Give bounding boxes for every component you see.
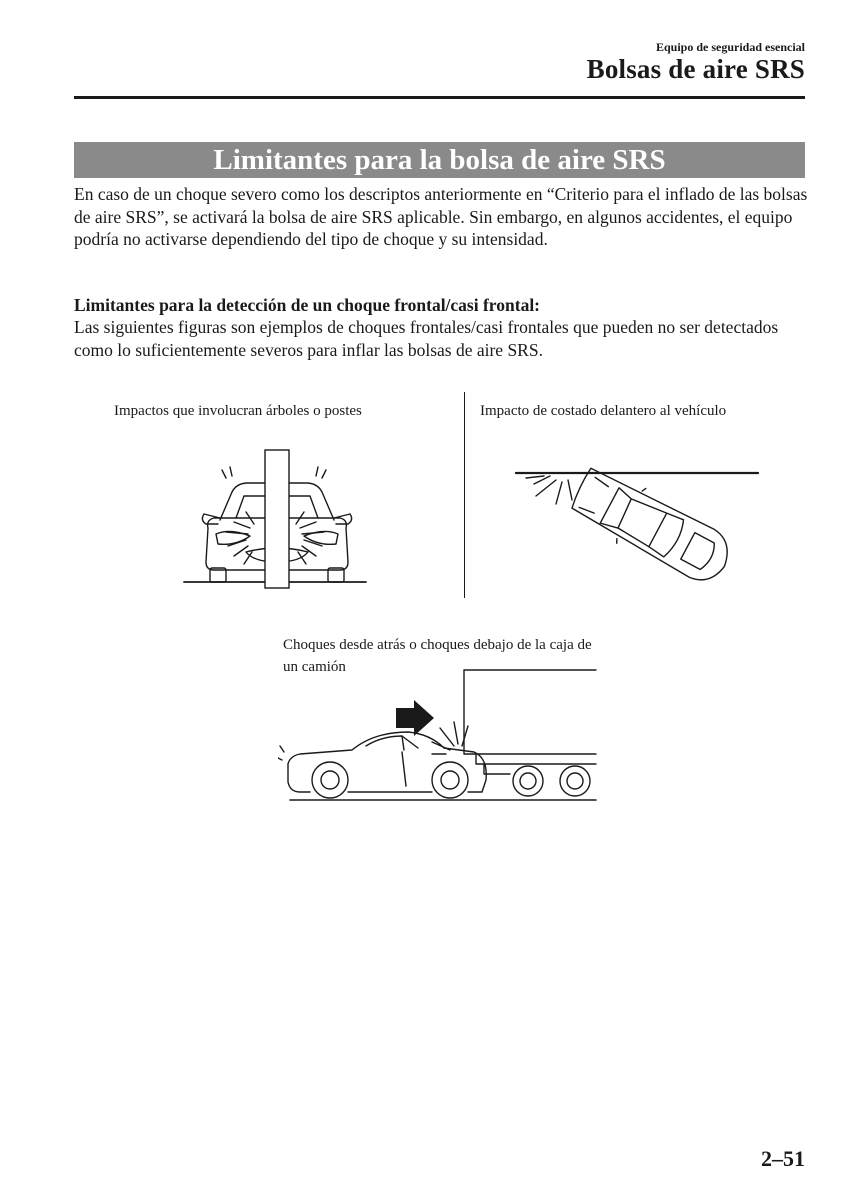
arrow-right-icon xyxy=(396,700,434,736)
truck-impact-caption: Choques desde atrás o choques debajo de la caja de un camión xyxy=(283,637,592,675)
frontal-limits-paragraph: Las siguientes figuras son ejemplos de choques frontales/casi frontales que pueden no ser detectados como lo suficientemente severos para inflar las bolsas de aire SRS. xyxy=(74,317,779,360)
pole-impact-illustration xyxy=(180,448,370,598)
page-title: Bolsas de aire SRS xyxy=(586,54,805,84)
truck-underride-illustration xyxy=(278,668,600,806)
section-banner: Limitantes para la bolsa de aire SRS xyxy=(74,142,805,178)
figure-divider xyxy=(464,392,465,598)
header-section-label: Equipo de seguridad esencial xyxy=(655,40,805,54)
header-divider xyxy=(74,96,805,99)
page-number: 2–51 xyxy=(761,1146,805,1171)
pole-impact-caption: Impactos que involucran árboles o postes xyxy=(114,403,362,419)
frontal-limits-heading: Limitantes para la detección de un choque frontal/casi frontal: xyxy=(74,295,541,315)
side-impact-caption: Impacto de costado delantero al vehículo xyxy=(480,403,727,419)
side-impact-illustration xyxy=(510,462,765,584)
intro-paragraph: En caso de un choque severo como los descriptos anteriormente en “Criterio para el inflado de las bolsas de aire SRS”, se activará la bolsa de aire SRS aplicable. Sin embargo, en algunos accidentes, el equipo podría no activarse dependiendo del tipo de choque y su intensidad. xyxy=(74,184,808,249)
